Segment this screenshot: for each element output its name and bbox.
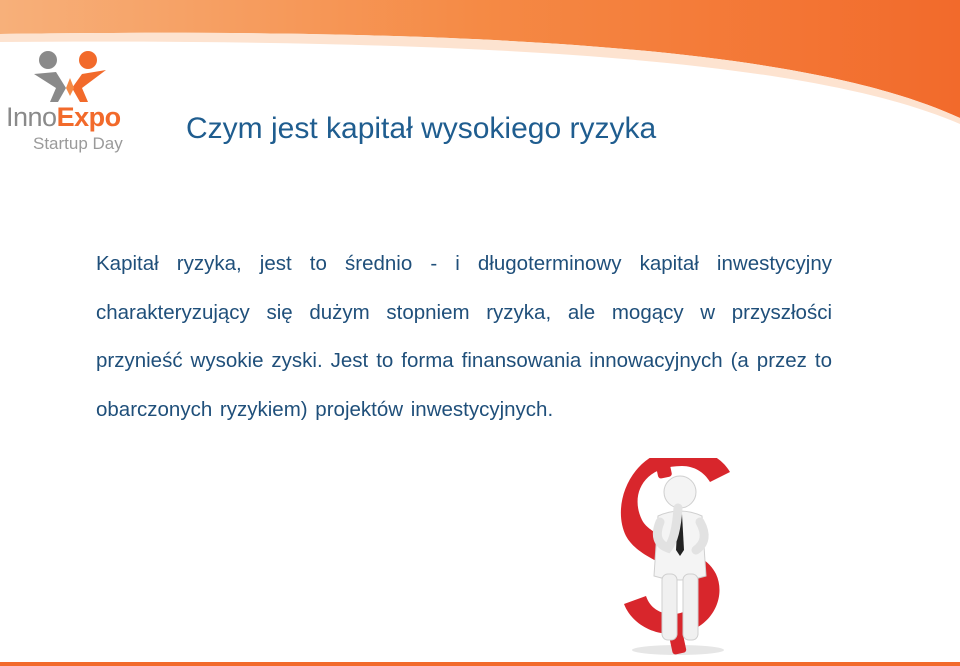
logo-inno-text: Inno xyxy=(6,102,57,132)
slide-body-text: Kapitał ryzyka, jest to średnio - i długoterminowy kapitał inwestycyjny charakteryzujący się dużym stopniem ryzyka, ale mogący w przyszłości przynieść wysokie zyski. Jest to forma finansowania innowacyjnych (a przez to obarczonych ryzykiem) projektów inwestycyjnych. xyxy=(96,252,832,421)
logo-wordmark xyxy=(6,102,121,132)
people-logo-icon xyxy=(30,48,110,104)
logo-tagline: Startup Day xyxy=(33,134,123,153)
thinking-person-dollar-icon xyxy=(612,458,752,658)
slide-title: Czym jest kapitał wysokiego ryzyka xyxy=(186,112,657,145)
innoexpo-logo xyxy=(4,48,154,160)
logo-expo-text: Expo xyxy=(56,102,121,132)
bottom-accent-line xyxy=(0,662,960,666)
